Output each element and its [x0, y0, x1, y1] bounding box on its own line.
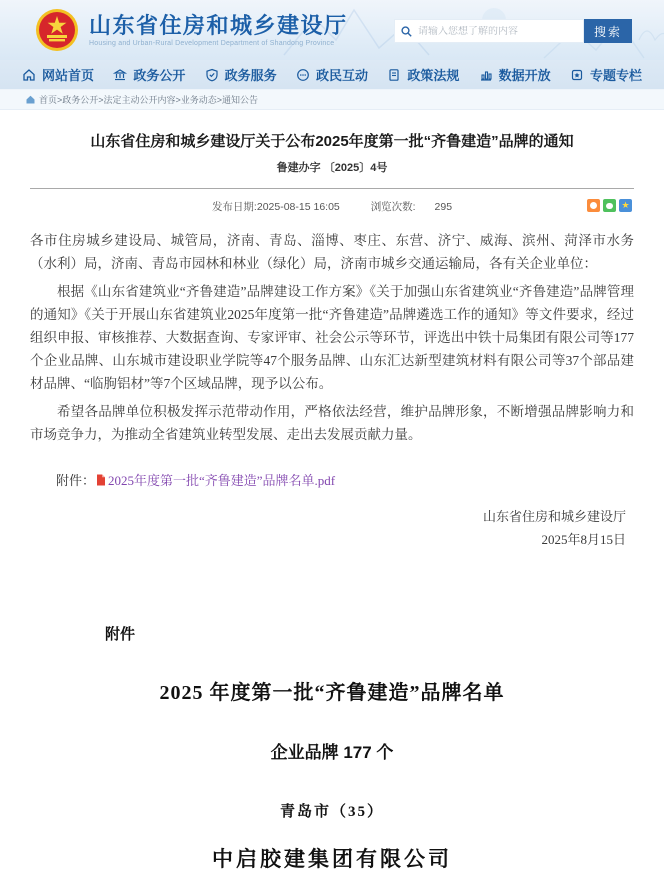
paragraph: 各市住房城乡建设局、城管局，济南、青岛、淄博、枣庄、东营、济宁、威海、滨州、菏泽市水务（水利）局，济南、青岛市园林和林业（绿化）局，济南市城乡交通运输局，各有关企业单位： [30, 233, 634, 271]
site-banner [0, 0, 664, 60]
document-icon [387, 68, 401, 82]
bank-icon [113, 68, 127, 82]
article [0, 132, 664, 551]
favorite-star-icon[interactable]: ★ [619, 199, 632, 212]
article-title: 山东省住房和城乡建设厅关于公布2025年度第一批“齐鲁建造”品牌的通知 [90, 133, 574, 150]
signature-block [30, 505, 634, 551]
signature-org: 山东省住房和城乡建设厅 [482, 509, 626, 524]
nav-label: 政民互动 [315, 68, 368, 83]
document-number: 鲁建办字 〔2025〕4号 [276, 162, 388, 174]
share-buttons [587, 199, 632, 212]
nav-label: 数据开放 [498, 68, 551, 83]
attachment-preview [0, 623, 664, 873]
signature-date: 2025年8月15日 [541, 532, 626, 547]
nav-label: 政务服务 [224, 68, 277, 83]
nav-item-gov-service[interactable] [205, 65, 277, 84]
site-title: 山东省住房和城乡建设厅 [89, 12, 348, 38]
nav-item-special-column[interactable] [570, 65, 642, 84]
attachment-title: 2025 年度第一批“齐鲁建造”品牌名单 [159, 682, 505, 704]
data-chart-icon [479, 68, 493, 82]
main-nav [0, 60, 664, 89]
paragraph: 根据《山东省建筑业“齐鲁建造”品牌建设工作方案》《关于加强山东省建筑业“齐鲁建造”品牌管理的通知》《关于开展山东省建筑业2025年度第一批“齐鲁建造”品牌遴选工作的通知》等文件要求，经过组织申报、审核推荐、大数据查询、专家评审、社会公示等环节，评选出中铁十局集团有限公司等177个企业品牌、山东城市建设职业学院等47个服务品牌、山东汇达新型建筑材料有限公司等37个部品建材品牌、“临朐铝材”等7个区域品牌，现予以公布。 [30, 284, 634, 391]
breadcrumb-path: 首页>政务公开>法定主动公开内容>业务动态>通知公告 [39, 95, 259, 105]
brand-count-subtitle: 企业品牌 177 个 [270, 743, 394, 762]
site-brand[interactable] [89, 14, 348, 47]
search-input[interactable] [418, 26, 577, 37]
nav-item-interaction[interactable] [296, 65, 368, 84]
nav-item-home[interactable] [22, 65, 94, 84]
breadcrumb[interactable] [0, 89, 664, 110]
city-section-heading: 青岛市（35） [279, 804, 384, 820]
weibo-share-icon[interactable] [587, 199, 600, 212]
national-emblem-logo [35, 8, 79, 52]
views-label: 浏览次数: [370, 201, 416, 213]
search-button[interactable]: 搜索 [584, 19, 632, 43]
wechat-share-icon[interactable] [603, 199, 616, 212]
attachment-heading: 附件 [105, 626, 136, 643]
nav-label: 政策法规 [407, 68, 460, 83]
nav-item-policy[interactable] [387, 65, 459, 84]
nav-item-open-data[interactable] [479, 65, 551, 84]
breadcrumb-home-icon [26, 95, 35, 104]
site-search [394, 19, 632, 43]
pdf-file-icon [96, 474, 106, 486]
attachment-line [30, 470, 634, 489]
shield-icon [205, 68, 219, 82]
chat-icon [296, 68, 310, 82]
site-subtitle: Housing and Urban-Rural Development Department of Shandong Province [89, 39, 335, 47]
paragraph: 希望各品牌单位积极发挥示范带动作用，严格依法经营，维护品牌形象，不断增强品牌影响力和市场竞争力，为推动全省建筑业转型发展、走出去发展贡献力量。 [30, 404, 634, 442]
nav-label: 网站首页 [42, 68, 95, 83]
home-icon [22, 68, 36, 82]
article-meta [30, 199, 634, 214]
special-column-icon [570, 68, 584, 82]
search-box [394, 19, 584, 43]
nav-label: 政务公开 [133, 68, 186, 83]
company-name: 中启胶建集团有限公司 [212, 847, 452, 871]
attachment-link[interactable]: 2025年度第一批“齐鲁建造”品牌名单.pdf [108, 473, 336, 488]
search-icon [401, 26, 412, 37]
nav-item-gov-info[interactable] [113, 65, 185, 84]
article-body [30, 229, 634, 446]
views-count: 295 [434, 201, 453, 213]
attachment-label: 附件： [56, 473, 96, 488]
nav-label: 专题专栏 [589, 68, 642, 83]
title-divider [30, 188, 634, 189]
publish-date: 发布日期:2025-08-15 16:05 [211, 201, 340, 213]
